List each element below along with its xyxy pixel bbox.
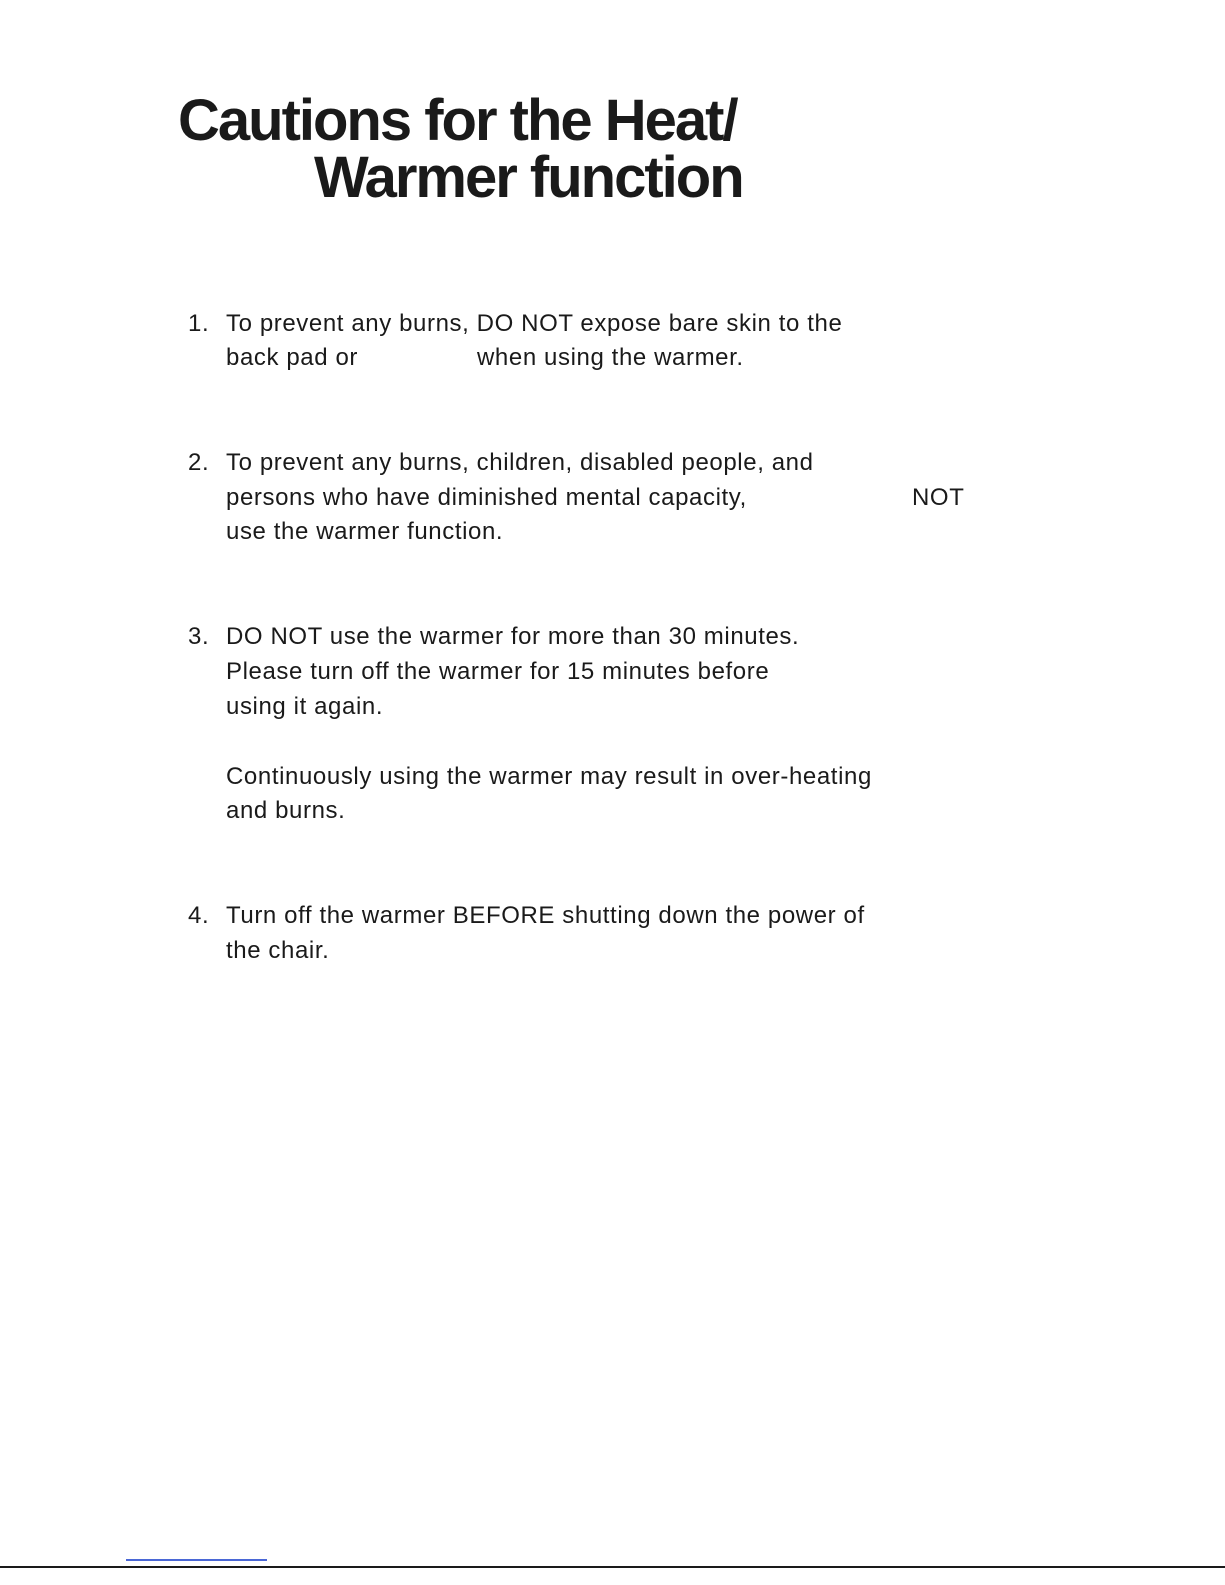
footer-link-underline xyxy=(126,1559,267,1561)
item-text-line: back pad or xyxy=(226,344,359,371)
item-text-line: and burns. xyxy=(226,797,346,824)
item-number: 3. xyxy=(188,623,210,650)
item-text-line: use the warmer function. xyxy=(226,518,504,545)
item-number: 2. xyxy=(188,449,210,476)
item-number: 4. xyxy=(188,902,210,929)
item-text-line: NOT xyxy=(912,484,965,511)
item-text-line: To prevent any burns, children, disabled people, and xyxy=(226,449,814,476)
item-text-line: using it again. xyxy=(226,693,384,720)
item-text-line: when using the warmer. xyxy=(477,344,744,371)
item-text-line: persons who have diminished mental capacity, xyxy=(226,484,747,511)
item-text-line: DO NOT use the warmer for more than 30 minutes. xyxy=(226,623,800,650)
item-text-line: Please turn off the warmer for 15 minutes before xyxy=(226,658,770,685)
page-title xyxy=(178,88,743,210)
page-title-line-1: Cautions for the Heat/ xyxy=(178,88,737,153)
page-title-line-2: Warmer function xyxy=(314,145,743,210)
item-number: 1. xyxy=(188,310,210,337)
item-text-line: Continuously using the warmer may result in over-heating xyxy=(226,763,872,790)
item-text-line: To prevent any burns, DO NOT expose bare skin to the xyxy=(226,310,843,337)
item-text-line: Turn off the warmer BEFORE shutting down the power of xyxy=(226,902,865,929)
footer-rule xyxy=(0,1566,1225,1568)
item-text-line: the chair. xyxy=(226,937,330,964)
